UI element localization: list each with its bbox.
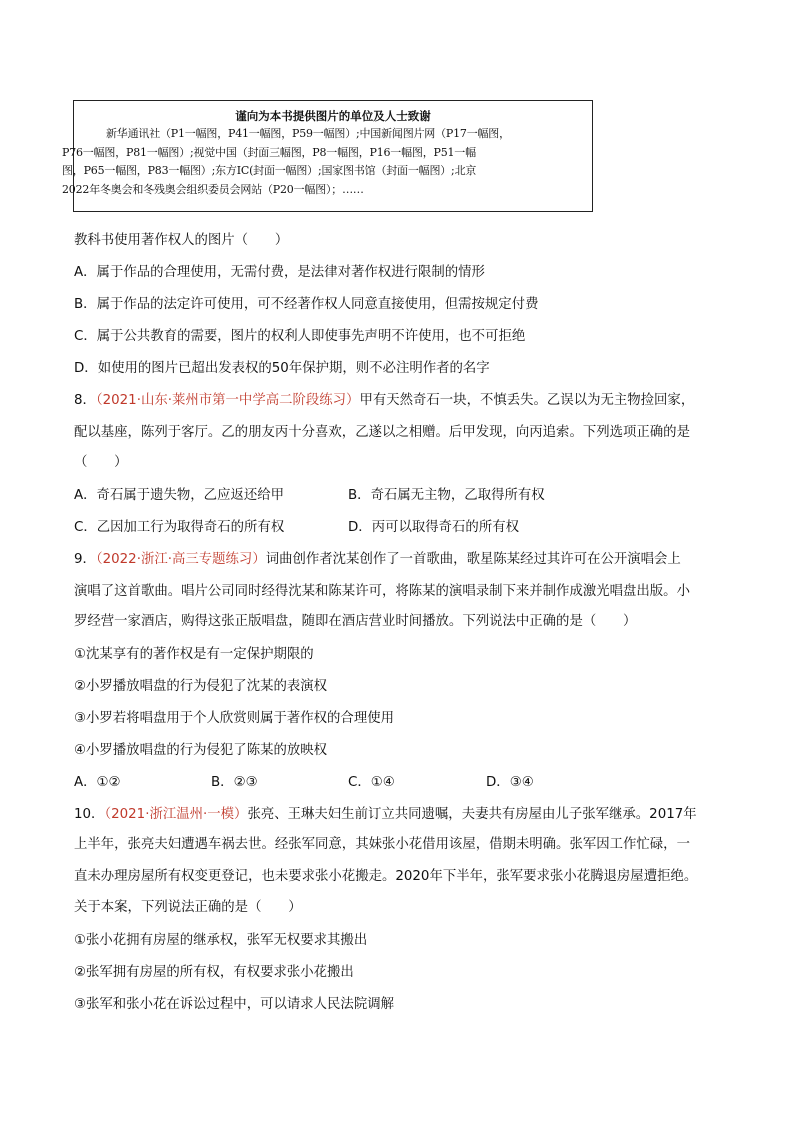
q7-option-d: D．如使用的图片已超出发表权的50年保护期，则不必注明作者的名字 — [74, 361, 490, 376]
q7-option-c: C．属于公共教育的需要，图片的权利人即使事先声明不许使用，也不可拒绝 — [74, 329, 526, 344]
ack-line: 2022年冬奥会和冬残奥会组织委员会网站（P20一幅图）；…… — [62, 182, 364, 196]
ack-line: 图，P65一幅图，P83一幅图）;东方IC(封面一幅图）;国家图书馆（封面一幅图）;北京 — [62, 164, 477, 177]
q9-item-1: ①沈某享有的著作权是有一定保护期限的 — [74, 647, 314, 662]
q9-option-b: B．②③ — [211, 775, 258, 790]
q9-item-4: ④小罗播放唱盘的行为侵犯了陈某的放映权 — [74, 743, 328, 758]
q8-stem-line2: 配以基座，陈列于客厅。乙的朋友丙十分喜欢，乙遂以之相赠。后甲发现，向丙追索。下列选项正确的是 — [74, 425, 690, 440]
q10-stem-line4: 关于本案，下列说法正确的是（ ） — [74, 900, 302, 915]
q10-source: （2021·浙江温州·一模） — [104, 807, 248, 822]
q9-item-2: ②小罗播放唱盘的行为侵犯了沈某的表演权 — [74, 679, 328, 694]
q8-option-c: C．乙因加工行为取得奇石的所有权 — [74, 520, 285, 535]
q9-option-c: C．①④ — [348, 775, 395, 790]
q7-stem: 教科书使用著作权人的图片（ ） — [74, 233, 289, 248]
q9-source: （2022·浙江·高三专题练习） — [95, 552, 266, 567]
q10-stem-line2: 上半年，张亮夫妇遭遇车祸去世。经张军同意，其妹张小花借用该屋，借期未明确。张军因工作忙碌，一 — [74, 837, 690, 852]
q9-option-a: A．①② — [74, 775, 121, 790]
q10-item-3: ③张军和张小花在诉讼过程中，可以请求人民法院调解 — [74, 997, 394, 1012]
q9-option-d: D．③④ — [486, 775, 534, 790]
q8-stem-line3: （ ） — [74, 455, 128, 470]
q8-option-a: A．奇石属于遗失物，乙应返还给甲 — [74, 488, 285, 503]
q8-option-d: D．丙可以取得奇石的所有权 — [348, 520, 519, 535]
q8-stem-text: 甲有天然奇石一块，不慎丢失。乙误以为无主物捡回家， — [359, 393, 695, 408]
q10-item-2: ②张军拥有房屋的所有权，有权要求张小花搬出 — [74, 965, 354, 980]
q9-number: 9． — [74, 552, 96, 567]
ack-line: P76一幅图，P81一幅图）;视觉中国（封面三幅图，P8一幅图，P16一幅图，P51一幅 — [62, 145, 476, 159]
q9-stem-text: 词曲创作者沈某创作了一首歌曲，歌星陈某经过其许可在公开演唱会上 — [265, 552, 681, 567]
q8-stem-line1 — [74, 389, 724, 408]
q9-stem-line2: 演唱了这首歌曲。唱片公司同时经得沈某和陈某许可，将陈某的演唱录制下来并制作成激光唱盘出版。小 — [74, 584, 690, 599]
q10-stem-line3: 直未办理房屋所有权变更登记，也未要求张小花搬走。2020年下半年，张军要求张小花腾退房屋遭拒绝。 — [74, 869, 698, 884]
q7-option-a: A．属于作品的合理使用，无需付费，是法律对著作权进行限制的情形 — [74, 265, 485, 280]
q8-number: 8． — [74, 393, 96, 408]
q9-item-3: ③小罗若将唱盘用于个人欣赏则属于著作权的合理使用 — [74, 711, 394, 726]
q10-stem-line1 — [74, 803, 724, 822]
q8-source: （2021·山东·莱州市第一中学高二阶段练习） — [95, 393, 360, 408]
acknowledgement-title: 谨向为本书提供图片的单位及人士致谢 — [235, 109, 431, 123]
q10-stem-text: 张亮、王琳夫妇生前订立共同遗嘱，夫妻共有房屋由儿子张军继承。2017年 — [247, 807, 697, 822]
acknowledgement-text — [62, 125, 582, 199]
q7-option-b: B．属于作品的法定许可使用，可不经著作权人同意直接使用，但需按规定付费 — [74, 297, 539, 312]
q9-stem-line1 — [74, 548, 724, 567]
q10-number: 10． — [74, 807, 105, 822]
ack-line: 新华通讯社（P1一幅图，P41一幅图，P59一幅图）;中国新闻图片网（P17一幅图， — [106, 127, 510, 140]
acknowledgement-box — [62, 100, 593, 212]
q9-stem-line3: 罗经营一家酒店，购得这张正版唱盘，随即在酒店营业时间播放。下列说法中正确的是（ ） — [74, 614, 637, 629]
q10-item-1: ①张小花拥有房屋的继承权，张军无权要求其搬出 — [74, 933, 368, 948]
q8-option-b: B．奇石属无主物，乙取得所有权 — [348, 488, 545, 503]
